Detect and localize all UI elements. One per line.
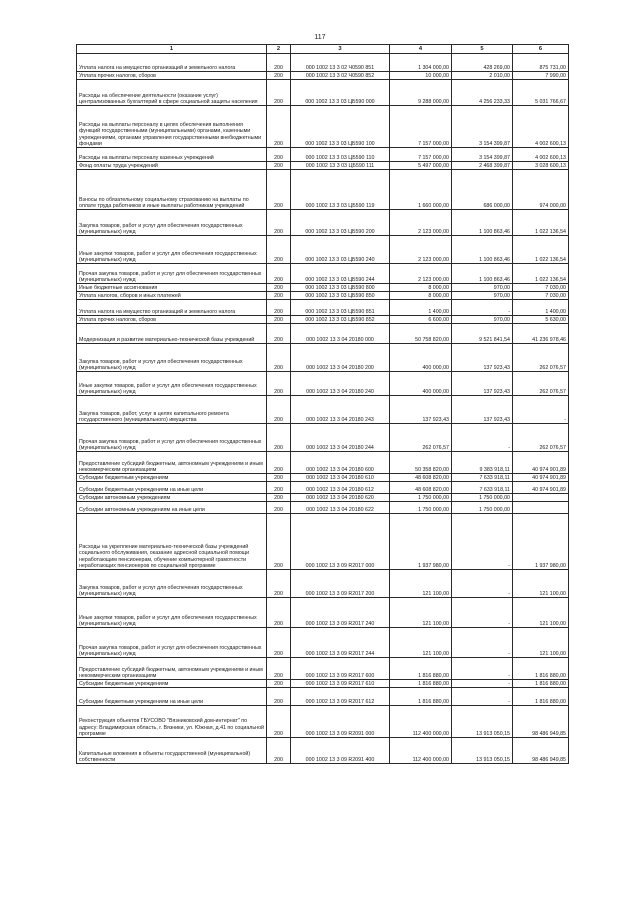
row-executed-cell: 137 923,43 [452,372,513,396]
row-line-code-cell: 200 [267,300,291,316]
row-approved-cell: 400 000,00 [390,372,452,396]
row-budget-code-cell: 000 1002 13 3 04 20180 622 [291,502,390,514]
row-executed-cell: 137 923,43 [452,396,513,424]
row-budget-code-cell: 000 1002 13 3 09 R2091 400 [291,738,390,764]
row-line-code-cell: 200 [267,474,291,482]
table-row [77,72,569,80]
row-budget-code-cell: 000 1002 13 3 03 ЦБ590 851 [291,300,390,316]
row-remaining-cell: 4 002 600,13 [513,106,569,148]
row-name-cell: Прочая закупка товаров, работ и услуг для обеспечения государственных (муниципальных) нужд [77,264,267,284]
row-line-code-cell: 200 [267,292,291,300]
row-line-code-cell: 200 [267,424,291,452]
row-name-cell: Прочая закупка товаров, работ и услуг для обеспечения государственных (муниципальных) нужд [77,628,267,658]
row-executed-cell: 3 154 399,87 [452,106,513,148]
row-name-cell: Субсидии автономным учреждениям [77,494,267,502]
row-budget-code-cell: 000 1002 13 3 03 ЦБ590 110 [291,148,390,162]
table-row [77,344,569,372]
row-executed-cell: 2 468 399,87 [452,162,513,170]
row-approved-cell: 50 358 820,00 [390,452,452,474]
table-row [77,284,569,292]
row-executed-cell: - [452,598,513,628]
table-header-row [77,45,569,54]
row-remaining-cell [513,502,569,514]
row-line-code-cell: 200 [267,264,291,284]
column-header: 2 [267,45,291,54]
row-remaining-cell: 121 100,00 [513,628,569,658]
column-header: 5 [452,45,513,54]
row-budget-code-cell: 000 1002 13 3 03 ЦБ590 800 [291,284,390,292]
row-line-code-cell: 200 [267,598,291,628]
table-row [77,452,569,474]
row-name-cell: Расходы на укрепление материально-технической базы учреждений социального обслуживания, оказание адресной социальной помощи неработающим пенсионерам, обучение компьютерной грамотности неработающих пенсионеров по социальной программе [77,514,267,570]
row-executed-cell: 13 913 050,15 [452,706,513,738]
row-remaining-cell: 1 022 136,54 [513,236,569,264]
row-name-cell: Иные закупки товаров, работ и услуг для обеспечения государственных (муниципальных) нужд [77,598,267,628]
table-row [77,148,569,162]
row-approved-cell: 2 123 000,00 [390,236,452,264]
row-name-cell: Иные бюджетные ассигнования [77,284,267,292]
row-remaining-cell: 1 816 880,00 [513,658,569,680]
row-name-cell: Взносы по обязательному социальному страхованию на выплаты по оплате труда работников и иные выплаты работникам учреждений [77,170,267,210]
row-approved-cell: 400 000,00 [390,344,452,372]
row-remaining-cell: 4 002 600,13 [513,148,569,162]
column-header: 6 [513,45,569,54]
row-line-code-cell: 200 [267,494,291,502]
row-name-cell: Расходы на выплаты персоналу в целях обеспечения выполнения функций государственными (муниципальными) органами, казенными учреждениями, органами управления государственными внебюджетными фондами [77,106,267,148]
row-executed-cell: 7 633 918,11 [452,474,513,482]
row-executed-cell: 970,00 [452,284,513,292]
row-approved-cell: 121 100,00 [390,570,452,598]
table-row [77,494,569,502]
row-line-code-cell: 200 [267,628,291,658]
row-line-code-cell: 200 [267,570,291,598]
row-executed-cell: 1 750 000,00 [452,494,513,502]
row-budget-code-cell: 000 1002 13 3 04 20180 243 [291,396,390,424]
row-name-cell: Фонд оплаты труда учреждений [77,162,267,170]
row-remaining-cell: 7 030,00 [513,284,569,292]
row-budget-code-cell: 000 1002 13 3 02 Ч0590 851 [291,54,390,72]
row-approved-cell: 7 157 000,00 [390,148,452,162]
table-row [77,324,569,344]
row-remaining-cell: 1 937 980,00 [513,514,569,570]
row-executed-cell: 2 010,00 [452,72,513,80]
row-line-code-cell: 200 [267,284,291,292]
table-row [77,162,569,170]
row-executed-cell: 9 383 918,11 [452,452,513,474]
row-budget-code-cell: 000 1002 13 3 09 R2017 244 [291,628,390,658]
row-approved-cell: 1 304 000,00 [390,54,452,72]
table-row [77,680,569,688]
row-line-code-cell: 200 [267,316,291,324]
row-name-cell: Расходы на выплаты персоналу казенных учреждений [77,148,267,162]
row-approved-cell: 1 660 000,00 [390,170,452,210]
row-executed-cell: - [452,300,513,316]
row-budget-code-cell: 000 1002 13 3 04 20180 244 [291,424,390,452]
row-executed-cell: 970,00 [452,316,513,324]
row-name-cell: Закупка товаров, работ и услуг для обеспечения государственных (муниципальных) нужд [77,570,267,598]
row-budget-code-cell: 000 1002 13 3 03 ЦБ590 000 [291,80,390,106]
row-budget-code-cell: 000 1002 13 3 09 R2091 000 [291,706,390,738]
row-approved-cell: 1 816 880,00 [390,658,452,680]
table-row [77,300,569,316]
row-line-code-cell: 200 [267,688,291,706]
row-remaining-cell: 1 022 136,54 [513,210,569,236]
row-line-code-cell: 200 [267,344,291,372]
row-remaining-cell: 40 974 901,89 [513,474,569,482]
row-name-cell: Субсидии бюджетным учреждениям [77,474,267,482]
row-executed-cell: 1 100 863,46 [452,264,513,284]
row-line-code-cell: 200 [267,658,291,680]
row-name-cell: Закупка товаров, работ и услуг для обеспечения государственных (муниципальных) нужд [77,210,267,236]
row-approved-cell: 5 497 000,00 [390,162,452,170]
row-budget-code-cell: 000 1002 13 3 04 20180 620 [291,494,390,502]
row-approved-cell: 8 000,00 [390,284,452,292]
row-name-cell: Субсидии бюджетным учреждениям на иные цели [77,688,267,706]
row-executed-cell: 428 269,00 [452,54,513,72]
row-budget-code-cell: 000 1002 13 3 09 R2017 612 [291,688,390,706]
table-row [77,628,569,658]
row-line-code-cell: 200 [267,162,291,170]
column-header: 3 [291,45,390,54]
row-executed-cell: - [452,680,513,688]
row-approved-cell: 6 600,00 [390,316,452,324]
row-executed-cell: 1 100 863,46 [452,210,513,236]
row-approved-cell: 48 608 820,00 [390,482,452,494]
row-budget-code-cell: 000 1002 13 3 03 ЦБ590 119 [291,170,390,210]
row-approved-cell: 10 000,00 [390,72,452,80]
row-remaining-cell: 40 974 901,89 [513,482,569,494]
table-row [77,292,569,300]
row-name-cell: Иные закупки товаров, работ и услуг для обеспечения государственных (муниципальных) нужд [77,372,267,396]
row-approved-cell: 2 123 000,00 [390,210,452,236]
row-line-code-cell: 200 [267,680,291,688]
row-name-cell: Модернизация и развитие материально-технической базы учреждений [77,324,267,344]
row-executed-cell: 1 750 000,00 [452,502,513,514]
row-budget-code-cell: 000 1002 13 3 03 ЦБ590 200 [291,210,390,236]
row-budget-code-cell: 000 1002 13 3 04 20180 600 [291,452,390,474]
row-executed-cell: 9 521 841,54 [452,324,513,344]
row-name-cell: Иные закупки товаров, работ и услуг для обеспечения государственных (муниципальных) нужд [77,236,267,264]
row-remaining-cell: 3 028 600,13 [513,162,569,170]
row-approved-cell: 8 000,00 [390,292,452,300]
row-approved-cell: 1 400,00 [390,300,452,316]
table-row [77,54,569,72]
row-remaining-cell: 1 400,00 [513,300,569,316]
row-approved-cell: 1 750 000,00 [390,494,452,502]
table-row [77,316,569,324]
row-executed-cell: - [452,628,513,658]
row-line-code-cell: 200 [267,514,291,570]
row-name-cell: Прочая закупка товаров, работ и услуг для обеспечения государственных (муниципальных) нужд [77,424,267,452]
column-header: 1 [77,45,267,54]
row-budget-code-cell: 000 1002 13 3 09 R2017 610 [291,680,390,688]
row-budget-code-cell: 000 1002 13 3 04 20180 612 [291,482,390,494]
row-remaining-cell: 5 630,00 [513,316,569,324]
row-executed-cell: 137 923,43 [452,344,513,372]
row-line-code-cell: 200 [267,482,291,494]
row-line-code-cell: 200 [267,738,291,764]
row-line-code-cell: 200 [267,372,291,396]
row-name-cell: Уплата прочих налогов, сборов [77,72,267,80]
row-budget-code-cell: 000 1002 13 3 03 ЦБ590 850 [291,292,390,300]
row-remaining-cell: 121 100,00 [513,598,569,628]
row-executed-cell: 686 000,00 [452,170,513,210]
row-approved-cell: 1 750 000,00 [390,502,452,514]
row-name-cell: Субсидии бюджетным учреждениям на иные цели [77,482,267,494]
table-row [77,424,569,452]
table-row [77,396,569,424]
row-line-code-cell: 200 [267,210,291,236]
row-remaining-cell: 262 076,57 [513,424,569,452]
row-executed-cell: - [452,688,513,706]
row-name-cell: Расходы на обеспечение деятельности (оказание услуг) централизованных бухгалтерий в сфере социальной защиты населения [77,80,267,106]
row-approved-cell: 137 923,43 [390,396,452,424]
row-line-code-cell: 200 [267,396,291,424]
row-approved-cell: 2 123 000,00 [390,264,452,284]
row-name-cell: Закупка товаров, работ и услуг для обеспечения государственных (муниципальных) нужд [77,344,267,372]
row-approved-cell: 9 288 000,00 [390,80,452,106]
row-name-cell: Уплата налога на имущество организаций и земельного налога [77,300,267,316]
row-remaining-cell: 7 990,00 [513,72,569,80]
table-row [77,474,569,482]
row-name-cell: Уплата прочих налогов, сборов [77,316,267,324]
row-budget-code-cell: 000 1002 13 3 03 ЦБ590 244 [291,264,390,284]
table-row [77,738,569,764]
table-row [77,482,569,494]
row-approved-cell: 121 100,00 [390,598,452,628]
row-executed-cell: - [452,514,513,570]
table-row [77,372,569,396]
row-remaining-cell: 121 100,00 [513,570,569,598]
row-name-cell: Субсидии автономным учреждениям на иные цели [77,502,267,514]
row-approved-cell: 7 157 000,00 [390,106,452,148]
row-remaining-cell: 875 731,00 [513,54,569,72]
row-approved-cell: 262 076,57 [390,424,452,452]
table-row [77,170,569,210]
table-body [77,54,569,764]
row-budget-code-cell: 000 1002 13 3 04 20180 200 [291,344,390,372]
row-name-cell: Уплата налога на имущество организаций и земельного налога [77,54,267,72]
row-line-code-cell: 200 [267,72,291,80]
table-row [77,706,569,738]
row-approved-cell: 1 816 880,00 [390,688,452,706]
row-executed-cell: 7 633 918,11 [452,482,513,494]
row-remaining-cell: 1 816 880,00 [513,688,569,706]
row-budget-code-cell: 000 1002 13 3 09 R2017 000 [291,514,390,570]
column-header: 4 [390,45,452,54]
page-number: 117 [314,34,326,41]
row-budget-code-cell: 000 1002 13 3 03 ЦБ590 111 [291,162,390,170]
row-budget-code-cell: 000 1002 13 3 09 R2017 600 [291,658,390,680]
row-remaining-cell: 262 076,57 [513,372,569,396]
row-budget-code-cell: 000 1002 13 3 03 ЦБ590 100 [291,106,390,148]
row-line-code-cell: 200 [267,502,291,514]
row-name-cell: Закупка товаров, работ, услуг в целях капитального ремонта государственного (муниципального) имущества [77,396,267,424]
row-line-code-cell: 200 [267,706,291,738]
row-remaining-cell: 262 076,57 [513,344,569,372]
row-line-code-cell: 200 [267,106,291,148]
table-row [77,570,569,598]
row-approved-cell: 112 400 000,00 [390,738,452,764]
row-name-cell: Реконструкция объектов ГБУСОВО "Вязниковский дом-интернат" по адресу: Владимирская область, г. Вязники, ул. Южная, д.41 по социальной программе [77,706,267,738]
table-row [77,210,569,236]
row-executed-cell: - [452,424,513,452]
table-row [77,502,569,514]
row-remaining-cell: 40 974 901,89 [513,452,569,474]
row-budget-code-cell: 000 1002 13 3 04 20180 000 [291,324,390,344]
row-executed-cell: 970,00 [452,292,513,300]
row-budget-code-cell: 000 1002 13 3 09 R2017 200 [291,570,390,598]
table-row [77,688,569,706]
row-remaining-cell: 41 236 978,46 [513,324,569,344]
row-remaining-cell: 98 486 949,85 [513,706,569,738]
row-name-cell: Субсидии бюджетным учреждениям [77,680,267,688]
row-approved-cell: 1 816 880,00 [390,680,452,688]
budget-execution-table [76,44,569,764]
row-budget-code-cell: 000 1002 13 3 03 ЦБ590 852 [291,316,390,324]
table-row [77,658,569,680]
table-row [77,80,569,106]
row-line-code-cell: 200 [267,236,291,264]
row-line-code-cell: 200 [267,170,291,210]
row-remaining-cell: 5 031 766,67 [513,80,569,106]
row-approved-cell: 121 100,00 [390,628,452,658]
row-approved-cell: 50 758 820,00 [390,324,452,344]
row-budget-code-cell: 000 1002 13 3 09 R2017 240 [291,598,390,628]
row-budget-code-cell: 000 1002 13 3 03 ЦБ590 240 [291,236,390,264]
row-approved-cell: 112 400 000,00 [390,706,452,738]
row-executed-cell: 13 913 050,15 [452,738,513,764]
row-remaining-cell: - [513,396,569,424]
row-budget-code-cell: 000 1002 13 3 04 20180 610 [291,474,390,482]
table-row [77,106,569,148]
table-row [77,236,569,264]
row-line-code-cell: 200 [267,452,291,474]
row-executed-cell: 4 256 233,33 [452,80,513,106]
row-budget-code-cell: 000 1002 13 3 04 20180 240 [291,372,390,396]
row-remaining-cell: 7 030,00 [513,292,569,300]
row-remaining-cell: 1 816 880,00 [513,680,569,688]
row-remaining-cell: 1 022 136,54 [513,264,569,284]
table-row [77,598,569,628]
row-executed-cell: - [452,658,513,680]
row-name-cell: Предоставление субсидий бюджетным, автономным учреждениям и иным некоммерческим организациям [77,452,267,474]
row-executed-cell: 1 100 863,46 [452,236,513,264]
table-row [77,514,569,570]
row-line-code-cell: 200 [267,54,291,72]
row-remaining-cell: 98 486 949,85 [513,738,569,764]
row-line-code-cell: 200 [267,80,291,106]
row-remaining-cell [513,494,569,502]
row-name-cell: Уплата налогов, сборов и иных платежей [77,292,267,300]
row-approved-cell: 48 608 820,00 [390,474,452,482]
row-remaining-cell: 974 000,00 [513,170,569,210]
row-name-cell: Капитальные вложения в объекты государственной (муниципальной) собственности [77,738,267,764]
row-budget-code-cell: 000 1002 13 3 02 Ч0590 852 [291,72,390,80]
table-row [77,264,569,284]
row-line-code-cell: 200 [267,324,291,344]
row-name-cell: Предоставление субсидий бюджетным, автономным учреждениям и иным некоммерческим организациям [77,658,267,680]
row-executed-cell: 3 154 399,87 [452,148,513,162]
row-line-code-cell: 200 [267,148,291,162]
row-approved-cell: 1 937 980,00 [390,514,452,570]
row-executed-cell: - [452,570,513,598]
